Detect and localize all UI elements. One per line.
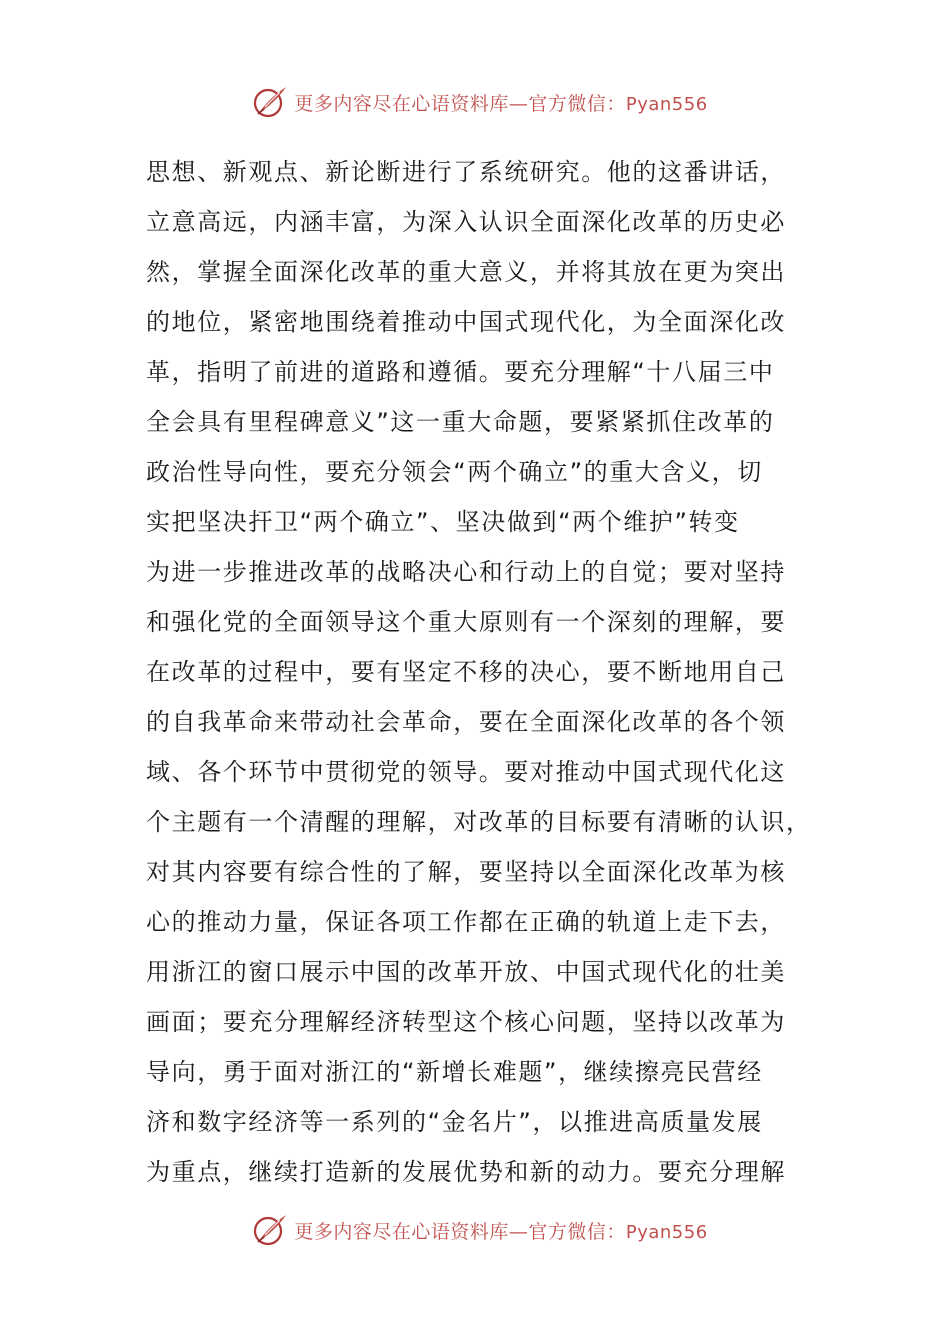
quill-pen-logo-icon: [250, 84, 290, 120]
footer-banner-content: [250, 1212, 707, 1248]
body-line: 个主题有一个清醒的理解，对改革的目标要有清晰的认识，: [146, 808, 812, 836]
body-line: 在改革的过程中，要有坚定不移的决心，要不断地用自己: [146, 658, 786, 686]
body-line: 和强化党的全面领导这个重大原则有一个深刻的理解，要: [146, 608, 786, 636]
header-text: 更多内容尽在心语资料库—官方微信：: [294, 92, 626, 115]
header-wechat-id: Pyan556: [625, 93, 708, 115]
footer-banner: [0, 1210, 950, 1250]
body-line: 然，掌握全面深化改革的重大意义，并将其放在更为突出: [146, 258, 786, 286]
body-line: 立意高远，内涵丰富，为深入认识全面深化改革的历史必: [146, 208, 786, 236]
body-line: 画面；要充分理解经济转型这个核心问题，坚持以改革为: [146, 1008, 786, 1036]
body-line: 济和数字经济等一系列的“金名片”，以推进高质量发展: [146, 1108, 763, 1136]
body-line: 思想、新观点、新论断进行了系统研究。他的这番讲话，: [146, 158, 786, 186]
body-line: 全会具有里程碑意义”这一重大命题，要紧紧抓住改革的: [146, 408, 775, 436]
header-banner-content: [250, 84, 707, 120]
header-banner-text: [294, 89, 707, 116]
body-line: 实把坚决扞卫“两个确立”、坚决做到“两个维护”转变: [146, 508, 740, 536]
body-line: 导向，勇于面对浙江的“新增长难题”，继续擦亮民营经: [146, 1058, 763, 1086]
footer-wechat-id: Pyan556: [625, 1221, 708, 1243]
body-line: 政治性导向性，要充分领会“两个确立”的重大含义，切: [146, 458, 763, 486]
body-line: 的自我革命来带动社会革命，要在全面深化改革的各个领: [146, 708, 786, 736]
footer-text: 更多内容尽在心语资料库—官方微信：: [294, 1220, 626, 1243]
footer-banner-text: [294, 1217, 707, 1244]
body-line: 域、各个环节中贯彻党的领导。要对推动中国式现代化这: [146, 758, 786, 786]
body-line: 为重点，继续打造新的发展优势和新的动力。要充分理解: [146, 1158, 786, 1186]
document-body: [146, 147, 826, 1197]
header-banner: [0, 82, 950, 122]
body-line: 的地位，紧密地围绕着推动中国式现代化，为全面深化改: [146, 308, 786, 336]
body-line: 心的推动力量，保证各项工作都在正确的轨道上走下去，: [146, 908, 786, 936]
body-line: 为进一步推进改革的战略决心和行动上的自觉；要对坚持: [146, 558, 786, 586]
body-line: 革，指明了前进的道路和遵循。要充分理解“十八届三中: [146, 358, 775, 386]
body-line: 对其内容要有综合性的了解，要坚持以全面深化改革为核: [146, 858, 786, 886]
quill-pen-logo-icon: [250, 1212, 290, 1248]
body-line: 用浙江的窗口展示中国的改革开放、中国式现代化的壮美: [146, 958, 786, 986]
